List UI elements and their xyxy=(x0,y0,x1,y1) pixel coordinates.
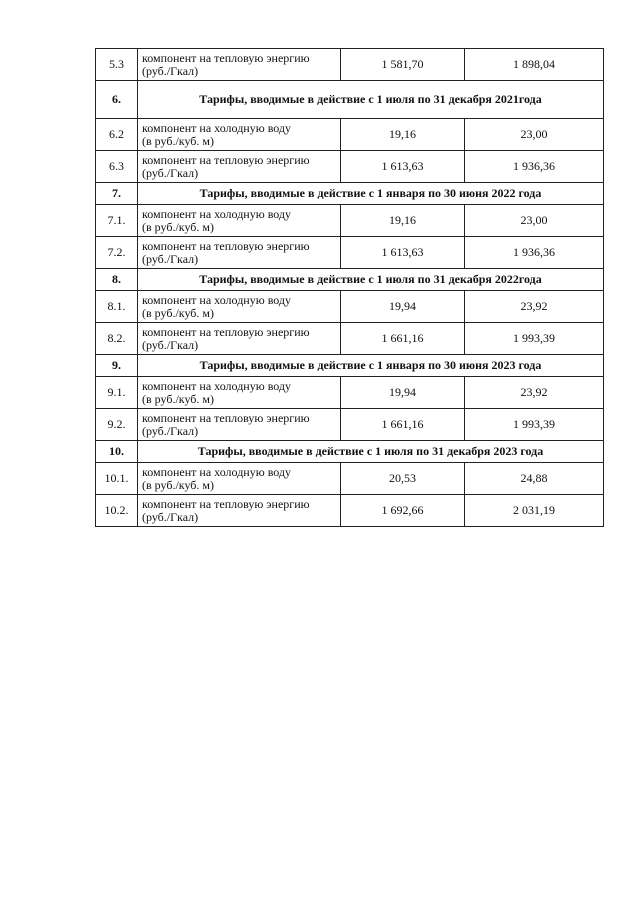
description-line-1: компонент на тепловую энергию xyxy=(142,410,310,425)
section-row xyxy=(96,81,604,119)
section-row xyxy=(96,441,604,463)
description-line-1: компонент на тепловую энергию xyxy=(142,152,310,167)
tariff-row xyxy=(96,323,604,355)
section-title: Тарифы, вводимые в действие с 1 июля по 31 декабря 2021года xyxy=(138,81,604,119)
row-number: 8.1. xyxy=(96,291,138,323)
description-line-1: компонент на тепловую энергию xyxy=(142,496,310,511)
tariff-row xyxy=(96,377,604,409)
section-row xyxy=(96,269,604,291)
description-line-1: компонент на холодную воду xyxy=(142,206,292,221)
row-description xyxy=(138,377,341,409)
row-number: 7.2. xyxy=(96,237,138,269)
section-title: Тарифы, вводимые в действие с 1 июля по 31 декабря 2022года xyxy=(138,269,604,291)
row-description xyxy=(138,119,341,151)
row-number: 9.2. xyxy=(96,409,138,441)
tariff-value-1: 1 613,63 xyxy=(341,237,465,269)
tariff-row xyxy=(96,119,604,151)
description-line-1: компонент на холодную воду xyxy=(142,120,292,135)
row-description xyxy=(138,237,341,269)
tariff-row xyxy=(96,291,604,323)
tariff-value-2: 24,88 xyxy=(465,463,604,495)
tariff-row xyxy=(96,49,604,81)
row-description xyxy=(138,409,341,441)
section-number: 8. xyxy=(96,269,138,291)
row-number: 6.3 xyxy=(96,151,138,183)
row-number: 7.1. xyxy=(96,205,138,237)
row-description xyxy=(138,291,341,323)
tariff-value-2: 23,92 xyxy=(465,291,604,323)
row-description xyxy=(138,495,341,527)
tariff-value-1: 1 581,70 xyxy=(341,49,465,81)
row-number: 10.2. xyxy=(96,495,138,527)
tariff-value-2: 2 031,19 xyxy=(465,495,604,527)
tariff-value-2: 23,00 xyxy=(465,205,604,237)
tariff-table xyxy=(95,48,604,527)
description-line-2: (руб./Гкал) xyxy=(142,165,199,180)
tariff-value-2: 1 993,39 xyxy=(465,409,604,441)
section-number: 9. xyxy=(96,355,138,377)
section-title: Тарифы, вводимые в действие с 1 июля по 31 декабря 2023 года xyxy=(138,441,604,463)
tariff-value-2: 23,92 xyxy=(465,377,604,409)
row-number: 6.2 xyxy=(96,119,138,151)
description-line-2: (руб./Гкал) xyxy=(142,337,199,352)
description-line-1: компонент на тепловую энергию xyxy=(142,238,310,253)
tariff-row xyxy=(96,463,604,495)
row-description xyxy=(138,49,341,81)
description-line-2: (в руб./куб. м) xyxy=(142,133,214,148)
row-number: 8.2. xyxy=(96,323,138,355)
tariff-value-2: 1 936,36 xyxy=(465,151,604,183)
description-line-1: компонент на холодную воду xyxy=(142,292,292,307)
description-line-2: (руб./Гкал) xyxy=(142,509,199,524)
tariff-value-2: 1 936,36 xyxy=(465,237,604,269)
section-title: Тарифы, вводимые в действие с 1 января по 30 июня 2022 года xyxy=(138,183,604,205)
section-title: Тарифы, вводимые в действие с 1 января по 30 июня 2023 года xyxy=(138,355,604,377)
tariff-value-2: 1 898,04 xyxy=(465,49,604,81)
description-line-1: компонент на холодную воду xyxy=(142,464,292,479)
description-line-2: (в руб./куб. м) xyxy=(142,305,214,320)
section-number: 10. xyxy=(96,441,138,463)
description-line-2: (в руб./куб. м) xyxy=(142,477,214,492)
tariff-value-1: 19,16 xyxy=(341,205,465,237)
description-line-2: (в руб./куб. м) xyxy=(142,391,214,406)
tariff-value-1: 20,53 xyxy=(341,463,465,495)
tariff-value-2: 23,00 xyxy=(465,119,604,151)
tariff-value-1: 19,94 xyxy=(341,377,465,409)
section-number: 7. xyxy=(96,183,138,205)
row-description xyxy=(138,205,341,237)
description-line-2: (руб./Гкал) xyxy=(142,251,199,266)
section-row xyxy=(96,183,604,205)
row-description xyxy=(138,323,341,355)
row-number: 9.1. xyxy=(96,377,138,409)
row-number: 10.1. xyxy=(96,463,138,495)
description-line-1: компонент на холодную воду xyxy=(142,378,292,393)
tariff-row xyxy=(96,409,604,441)
row-description xyxy=(138,463,341,495)
row-description xyxy=(138,151,341,183)
tariff-row xyxy=(96,151,604,183)
description-line-1: компонент на тепловую энергию xyxy=(142,50,310,65)
tariff-table-body xyxy=(96,49,604,527)
tariff-value-2: 1 993,39 xyxy=(465,323,604,355)
section-number: 6. xyxy=(96,81,138,119)
tariff-value-1: 19,16 xyxy=(341,119,465,151)
description-line-2: (руб./Гкал) xyxy=(142,423,199,438)
description-line-1: компонент на тепловую энергию xyxy=(142,324,310,339)
tariff-value-1: 1 692,66 xyxy=(341,495,465,527)
description-line-2: (в руб./куб. м) xyxy=(142,219,214,234)
description-line-2: (руб./Гкал) xyxy=(142,63,199,78)
tariff-row xyxy=(96,237,604,269)
tariff-row xyxy=(96,205,604,237)
tariff-value-1: 19,94 xyxy=(341,291,465,323)
tariff-value-1: 1 613,63 xyxy=(341,151,465,183)
tariff-value-1: 1 661,16 xyxy=(341,409,465,441)
section-row xyxy=(96,355,604,377)
tariff-row xyxy=(96,495,604,527)
row-number: 5.3 xyxy=(96,49,138,81)
tariff-value-1: 1 661,16 xyxy=(341,323,465,355)
